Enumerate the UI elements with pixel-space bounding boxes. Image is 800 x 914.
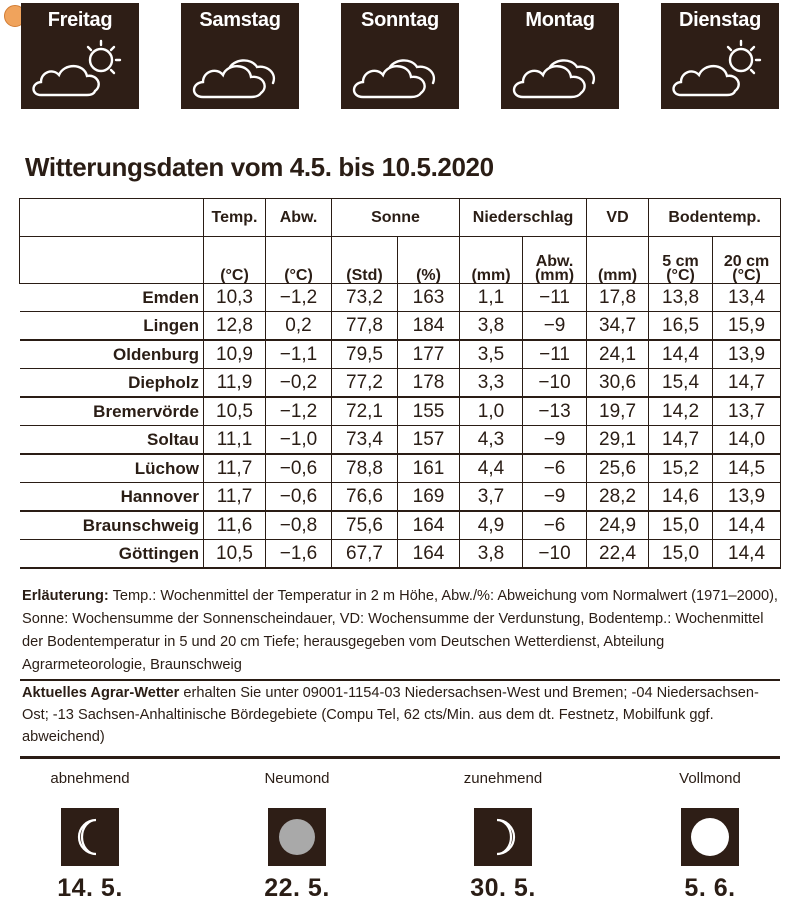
table-row (20, 511, 781, 540)
table-row (20, 312, 781, 341)
table-cell: −11 (523, 284, 587, 312)
header-sonne: Sonne (332, 199, 460, 237)
unit-header: (%) (398, 237, 460, 284)
forecast-day-samstag (181, 3, 299, 109)
table-cell: 10,5 (204, 540, 266, 569)
explanation-text: Temp.: Wochenmittel der Temperatur in 2 m Höhe, Abw./%: Abweichung vom Normalwert (1971–2000), Sonne: Wochensumme der Sonnenscheindauer, VD: Wochensumme der Verdunstung, Bodentemp.: Wochenmittel der Bodentemperatur in 5 und 20 cm Tiefe; herausgegeben vom Deutschen Wetterdienst, Abteilung Agrarmeteorologie, Braunschweig (22, 588, 778, 673)
header-vd: VD (587, 199, 649, 237)
waxing-moon-icon (474, 808, 532, 866)
table-cell: 4,9 (460, 511, 523, 540)
table-cell: 14,6 (649, 483, 713, 512)
station-name: Göttingen (20, 540, 204, 569)
table-cell: 13,7 (713, 397, 781, 426)
table-cell: 77,8 (332, 312, 398, 341)
station-name: Hannover (20, 483, 204, 512)
table-cell: 177 (398, 340, 460, 369)
table-cell: 73,4 (332, 426, 398, 455)
station-name: Soltau (20, 426, 204, 455)
table-cell: −0,6 (266, 483, 332, 512)
table-cell: 13,4 (713, 284, 781, 312)
table-cell: 3,7 (460, 483, 523, 512)
table-cell: 67,7 (332, 540, 398, 569)
unit-header: 20 cm (°C) (713, 237, 781, 284)
table-row (20, 284, 781, 312)
table-cell: 164 (398, 540, 460, 569)
moon-phase-date: 30. 5. (470, 874, 536, 902)
table-row (20, 483, 781, 512)
cloud-icon (181, 33, 299, 107)
table-cell: 1,0 (460, 397, 523, 426)
moon-phase-label: abnehmend (50, 770, 130, 787)
partly-sunny-icon (21, 33, 139, 107)
cloud-icon (341, 33, 459, 107)
table-cell: 28,2 (587, 483, 649, 512)
table-cell: 10,5 (204, 397, 266, 426)
table-cell: 75,6 (332, 511, 398, 540)
table-cell: 24,9 (587, 511, 649, 540)
header-temp: Temp. (204, 199, 266, 237)
table-cell: 14,4 (713, 511, 781, 540)
table-cell: 76,6 (332, 483, 398, 512)
table-row (20, 454, 781, 483)
table-cell: 25,6 (587, 454, 649, 483)
forecast-day-dienstag (661, 3, 779, 109)
table-cell: 34,7 (587, 312, 649, 341)
waning-moon-icon (61, 808, 119, 866)
table-cell: 11,1 (204, 426, 266, 455)
table-cell: 169 (398, 483, 460, 512)
table-cell: 3,8 (460, 540, 523, 569)
partly-sunny-icon (661, 33, 779, 107)
forecast-day-montag (501, 3, 619, 109)
table-cell: 163 (398, 284, 460, 312)
header-abw: Abw. (266, 199, 332, 237)
unit-header: (°C) (266, 237, 332, 284)
table-cell: 3,3 (460, 369, 523, 398)
forecast-day-sonntag (341, 3, 459, 109)
table-cell: −6 (523, 454, 587, 483)
table-cell: 15,0 (649, 511, 713, 540)
table-cell: −1,0 (266, 426, 332, 455)
full-moon-icon (681, 808, 739, 866)
agrar-text: erhalten Sie unter 09001-1154-03 Niedersachsen-West und Bremen; -04 Niedersachsen-Ost; -13 Sachsen-Anhaltinische Bördegebiete (Compu Tel, 62 cts/Min. aus dem dt. Festnetz, Mobilfunk ggf. abweichend) (22, 685, 759, 745)
table-cell: 14,4 (649, 340, 713, 369)
station-name: Lüchow (20, 454, 204, 483)
table-cell: 15,0 (649, 540, 713, 569)
table-cell: 79,5 (332, 340, 398, 369)
table-cell: −10 (523, 540, 587, 569)
table-cell: 73,2 (332, 284, 398, 312)
table-cell: −1,6 (266, 540, 332, 569)
table-cell: −0,8 (266, 511, 332, 540)
day-name: Montag (525, 9, 595, 31)
table-cell: 12,8 (204, 312, 266, 341)
table-cell: 155 (398, 397, 460, 426)
station-name: Lingen (20, 312, 204, 341)
table-cell: −10 (523, 369, 587, 398)
table-cell: −1,2 (266, 284, 332, 312)
divider (20, 679, 780, 681)
table-cell: −0,2 (266, 369, 332, 398)
table-cell: 16,5 (649, 312, 713, 341)
table-cell: 19,7 (587, 397, 649, 426)
explanation-note (22, 585, 782, 677)
day-name: Samstag (199, 9, 281, 31)
table-cell: 13,9 (713, 483, 781, 512)
moon-phase-date: 5. 6. (684, 874, 736, 902)
moon-phase-label: Neumond (264, 770, 330, 787)
table-cell: −6 (523, 511, 587, 540)
unit-header: (Std) (332, 237, 398, 284)
station-name: Oldenburg (20, 340, 204, 369)
moon-phase-new (232, 770, 362, 903)
moon-phase-label: zunehmend (463, 770, 543, 787)
table-cell: 4,3 (460, 426, 523, 455)
table-cell: 13,8 (649, 284, 713, 312)
moon-phase-date: 22. 5. (264, 874, 330, 902)
header-bodentemp: Bodentemp. (649, 199, 781, 237)
new-moon-icon (268, 808, 326, 866)
table-cell: 11,6 (204, 511, 266, 540)
table-row (20, 426, 781, 455)
weather-table (19, 198, 781, 569)
day-name: Freitag (47, 9, 113, 31)
table-cell: 164 (398, 511, 460, 540)
divider (20, 756, 780, 759)
forecast-strip (21, 3, 781, 109)
table-cell: 184 (398, 312, 460, 341)
table-cell: 29,1 (587, 426, 649, 455)
table-row (20, 340, 781, 369)
table-cell: 77,2 (332, 369, 398, 398)
table-cell: 13,9 (713, 340, 781, 369)
table-cell: 4,4 (460, 454, 523, 483)
moon-phase-full (645, 770, 775, 903)
table-cell: 0,2 (266, 312, 332, 341)
station-name: Diepholz (20, 369, 204, 398)
moon-phase-label: Vollmond (679, 770, 741, 787)
table-cell: 14,5 (713, 454, 781, 483)
table-cell: 11,7 (204, 483, 266, 512)
agrar-label: Aktuelles Agrar-Wetter (22, 685, 180, 701)
table-cell: 15,4 (649, 369, 713, 398)
table-body (20, 284, 781, 569)
table-cell: −9 (523, 483, 587, 512)
table-cell: 14,7 (649, 426, 713, 455)
table-cell: −13 (523, 397, 587, 426)
table-cell: 78,8 (332, 454, 398, 483)
table-cell: −1,1 (266, 340, 332, 369)
table-cell: 22,4 (587, 540, 649, 569)
day-name: Dienstag (678, 9, 762, 31)
table-row (20, 397, 781, 426)
moon-phase-waning (25, 770, 155, 903)
table-cell: −11 (523, 340, 587, 369)
table-row (20, 369, 781, 398)
table-cell: 72,1 (332, 397, 398, 426)
cloud-icon (501, 33, 619, 107)
agrar-note (22, 682, 782, 748)
table-cell: 30,6 (587, 369, 649, 398)
station-name: Braunschweig (20, 511, 204, 540)
station-name: Bremervörde (20, 397, 204, 426)
table-cell: −1,2 (266, 397, 332, 426)
table-cell: 161 (398, 454, 460, 483)
unit-header: 5 cm (°C) (649, 237, 713, 284)
unit-header: Abw. (mm) (523, 237, 587, 284)
header-niederschlag: Niederschlag (460, 199, 587, 237)
table-cell: 15,9 (713, 312, 781, 341)
table-cell: 3,5 (460, 340, 523, 369)
table-cell: 24,1 (587, 340, 649, 369)
table-cell: −9 (523, 312, 587, 341)
table-row (20, 540, 781, 569)
explanation-label: Erläuterung: (22, 588, 109, 604)
table-cell: 3,8 (460, 312, 523, 341)
station-name: Emden (20, 284, 204, 312)
table-cell: −9 (523, 426, 587, 455)
unit-header: (mm) (460, 237, 523, 284)
table-cell: 157 (398, 426, 460, 455)
table-cell: 17,8 (587, 284, 649, 312)
page-title: Witterungsdaten vom 4.5. bis 10.5.2020 (25, 152, 494, 182)
moon-phase-date: 14. 5. (57, 874, 123, 902)
table-cell: 14,7 (713, 369, 781, 398)
table-cell: 15,2 (649, 454, 713, 483)
table-cell: 14,2 (649, 397, 713, 426)
table-cell: −0,6 (266, 454, 332, 483)
forecast-day-freitag (21, 3, 139, 109)
table-cell: 14,4 (713, 540, 781, 569)
day-name: Sonntag (361, 9, 439, 31)
table-cell: 1,1 (460, 284, 523, 312)
unit-header: (mm) (587, 237, 649, 284)
table-cell: 11,9 (204, 369, 266, 398)
moon-phase-waxing (438, 770, 568, 903)
table-cell: 178 (398, 369, 460, 398)
table-cell: 10,3 (204, 284, 266, 312)
table-cell: 10,9 (204, 340, 266, 369)
table-cell: 14,0 (713, 426, 781, 455)
unit-header: (°C) (204, 237, 266, 284)
table-cell: 11,7 (204, 454, 266, 483)
